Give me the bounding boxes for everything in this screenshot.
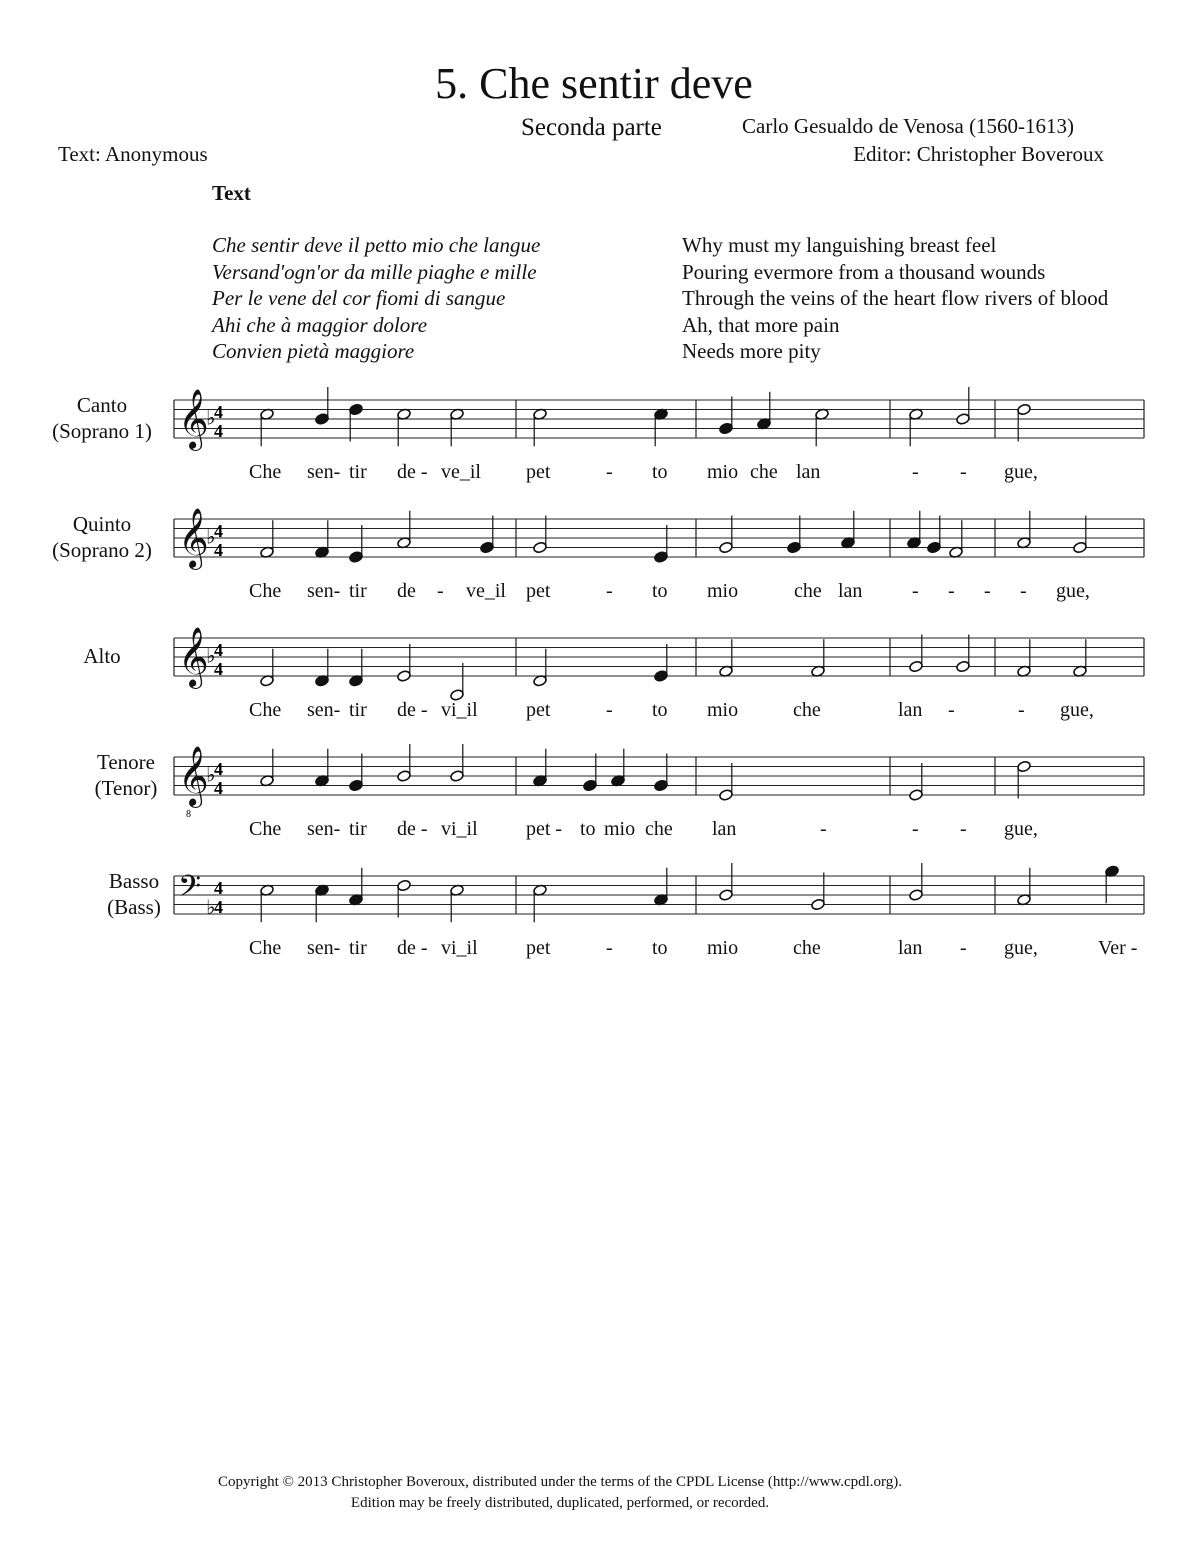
english-line: Why must my languishing breast feel: [682, 233, 997, 257]
staff-label: [42, 511, 162, 563]
staff-voice: (Soprano 1): [52, 419, 152, 443]
lyric-syllable: tir: [349, 699, 367, 721]
note-head: [349, 779, 364, 792]
note-head: [349, 551, 364, 564]
lyric-syllable: -: [912, 461, 919, 483]
lyric-syllable: lan: [898, 699, 923, 721]
lyric-syllable: Che: [249, 580, 282, 602]
treble-clef-icon: 𝄞: [178, 627, 209, 687]
note-head: [1073, 541, 1088, 554]
poet-credit: Text: Anonymous: [58, 142, 208, 166]
italian-line: Versand'ogn'or da mille piaghe e mille: [212, 259, 537, 284]
note-head: [956, 660, 971, 673]
italian-line: Convien pietà maggiore: [212, 339, 415, 363]
lyric-syllable: -: [912, 580, 919, 602]
lyric-syllable: -: [960, 937, 967, 959]
lyric-syllable: to: [652, 461, 668, 483]
lyric-syllable: -: [912, 818, 919, 840]
lyric-syllable: tir: [349, 580, 367, 602]
time-signature-top: 4: [214, 878, 223, 898]
note-head: [349, 403, 364, 416]
note-head: [956, 413, 971, 426]
lyric-syllable: lan: [796, 461, 821, 483]
treble-clef-icon: 𝄞: [178, 746, 209, 806]
staff-voice: (Bass): [107, 895, 161, 919]
lyric-syllable: sen-: [307, 580, 341, 602]
lyric-syllable: sen-: [307, 937, 341, 959]
lyric-syllable: mio: [707, 580, 739, 602]
lyric-syllable: gue,: [1056, 580, 1090, 602]
flat-icon: ♭: [206, 405, 216, 430]
lyric-syllable: pet -: [526, 818, 563, 840]
note-head: [719, 541, 734, 554]
lyric-syllable: tir: [349, 937, 367, 959]
staff-label: [74, 868, 194, 920]
lyric-syllable: sen-: [307, 461, 341, 483]
flat-icon: ♭: [206, 762, 216, 787]
note-head: [533, 541, 548, 554]
copyright-footer: [0, 1472, 1120, 1514]
lyric-syllable: -: [437, 580, 444, 602]
copyright-line: Copyright © 2013 Christopher Boveroux, distributed under the terms of the CPDL License (http://www.cpdl.org).: [217, 1474, 903, 1490]
lyric-syllable: -: [606, 580, 613, 602]
time-signature-bottom: 4: [214, 659, 223, 679]
subtitle: Seconda parte: [521, 114, 662, 141]
note-head: [909, 889, 924, 902]
treble-clef-icon: 𝄞: [178, 508, 209, 568]
lyric-syllable: che: [750, 461, 778, 483]
lyric-syllable: -: [948, 699, 955, 721]
lyric-syllable: vi_il: [441, 699, 478, 721]
composer: Carlo Gesualdo de Venosa (1560-1613): [742, 114, 1075, 138]
treble-clef-icon: 𝄞: [178, 389, 209, 449]
time-signature-top: 4: [214, 402, 223, 422]
time-signature-bottom: 4: [214, 421, 223, 441]
lyric-syllable: mio: [707, 699, 739, 721]
lyric-syllable: to: [652, 699, 668, 721]
note-head: [583, 779, 598, 792]
lyric-syllable: mio: [707, 937, 739, 959]
lyric-syllable: che: [794, 580, 822, 602]
lyric-syllable: de -: [397, 937, 428, 959]
lyric-syllable: de -: [397, 461, 428, 483]
time-signature-bottom: 4: [214, 897, 223, 917]
lyric-syllable: ve_il: [466, 580, 506, 602]
flat-icon: ♭: [206, 895, 216, 919]
time-signature-top: 4: [214, 521, 223, 541]
lyric-syllable: vi_il: [441, 818, 478, 840]
lyric-syllable: -: [960, 461, 967, 483]
english-line: Needs more pity: [682, 339, 821, 363]
time-signature-bottom: 4: [214, 778, 223, 798]
lyric-syllable: -: [606, 937, 613, 959]
lyric-syllable: vi_il: [441, 937, 478, 959]
lyric-syllable: pet: [526, 937, 551, 959]
note-head: [397, 770, 412, 783]
note-head: [1017, 760, 1032, 773]
lyric-syllable: to: [652, 937, 668, 959]
lyric-syllable: sen-: [307, 818, 341, 840]
note-head: [397, 670, 412, 683]
lyric-syllable: to: [580, 818, 596, 840]
lyric-syllable: -: [960, 818, 967, 840]
staff-name: Alto: [83, 644, 121, 668]
lyric-syllable: de -: [397, 699, 428, 721]
lyric-syllable: Che: [249, 818, 282, 840]
lyric-syllable: che: [793, 937, 821, 959]
note-head: [909, 789, 924, 802]
note-head: [719, 422, 734, 435]
english-line: Ah, that more pain: [682, 312, 840, 337]
note-head: [1017, 403, 1032, 416]
lyric-syllable: Che: [249, 699, 282, 721]
flat-icon: ♭: [206, 524, 216, 549]
staff-label: [42, 392, 162, 444]
flat-icon: ♭: [206, 643, 216, 668]
lyric-syllable: de -: [397, 818, 428, 840]
lyric-syllable: gue,: [1060, 699, 1094, 721]
editor: Editor: Christopher Boveroux: [853, 142, 1104, 166]
lyric-syllable: lan: [898, 937, 923, 959]
lyric-syllable: -: [606, 461, 613, 483]
time-signature-top: 4: [214, 640, 223, 660]
lyric-syllable: -: [606, 699, 613, 721]
lyric-syllable: -: [1018, 699, 1025, 721]
lyric-syllable: gue,: [1004, 818, 1038, 840]
note-head: [450, 770, 465, 783]
note-head: [654, 670, 669, 683]
lyric-syllable: Ver -: [1098, 937, 1138, 959]
lyric-syllable: ve_il: [441, 461, 481, 483]
lyric-syllable: -: [948, 580, 955, 602]
note-head: [811, 898, 826, 911]
lyric-syllable: Che: [249, 937, 282, 959]
note-head: [654, 551, 669, 564]
lyric-syllable: tir: [349, 461, 367, 483]
note-head: [654, 779, 669, 792]
staff-name: Tenore: [97, 750, 155, 774]
page-title: 5. Che sentir deve: [435, 59, 753, 108]
staff-name: Canto: [76, 393, 128, 417]
lyric-syllable: Che: [249, 461, 282, 483]
staff-label: [66, 749, 186, 801]
lyric-syllable: -: [820, 818, 827, 840]
lyric-syllable: mio: [707, 461, 739, 483]
lyric-syllable: che: [645, 818, 673, 840]
note-head: [909, 660, 924, 673]
lyric-syllable: sen-: [307, 699, 341, 721]
lyric-syllable: de: [397, 580, 416, 602]
lyric-syllable: tir: [349, 818, 367, 840]
italian-line: Ahi che à maggior dolore: [212, 312, 428, 337]
lyric-syllable: gue,: [1004, 461, 1038, 483]
edition-line: Edition may be freely distributed, duplicated, performed, or recorded.: [350, 1495, 770, 1511]
staff-voice: (Tenor): [94, 776, 158, 800]
italian-line: Per le vene del cor fiomi di sangue: [212, 286, 506, 310]
time-signature-top: 4: [214, 759, 223, 779]
time-signature-bottom: 4: [214, 540, 223, 560]
note-head: [787, 541, 802, 554]
staff-voice: (Soprano 2): [52, 538, 152, 562]
note-head: [719, 889, 734, 902]
text-heading: Text: [212, 181, 251, 205]
staff-name: Quinto: [72, 512, 132, 536]
lyric-syllable: -: [984, 580, 991, 602]
lyric-syllable: mio: [604, 818, 636, 840]
lyric-syllable: lan: [712, 818, 737, 840]
note-head: [397, 879, 412, 892]
lyric-syllable: -: [1020, 580, 1027, 602]
bass-clef-icon: 𝄢: [178, 870, 202, 911]
english-line: Pouring evermore from a thousand wounds: [682, 259, 1046, 284]
octave-marker: 8: [186, 809, 191, 820]
lyric-syllable: gue,: [1004, 937, 1038, 959]
lyric-syllable: che: [793, 699, 821, 721]
lyric-syllable: pet: [526, 699, 551, 721]
note-head: [719, 789, 734, 802]
note-head: [927, 541, 942, 554]
english-line: Through the veins of the heart flow rivers of blood: [682, 286, 1109, 310]
note-head: [480, 541, 495, 554]
lyric-syllable: to: [652, 580, 668, 602]
lyric-syllable: lan: [838, 580, 863, 602]
lyric-syllable: pet: [526, 580, 551, 602]
staff-name: Basso: [108, 869, 160, 893]
staff-label: [42, 643, 162, 669]
lyric-syllable: pet: [526, 461, 551, 483]
italian-line: Che sentir deve il petto mio che langue: [212, 233, 541, 257]
note-head: [315, 413, 330, 426]
